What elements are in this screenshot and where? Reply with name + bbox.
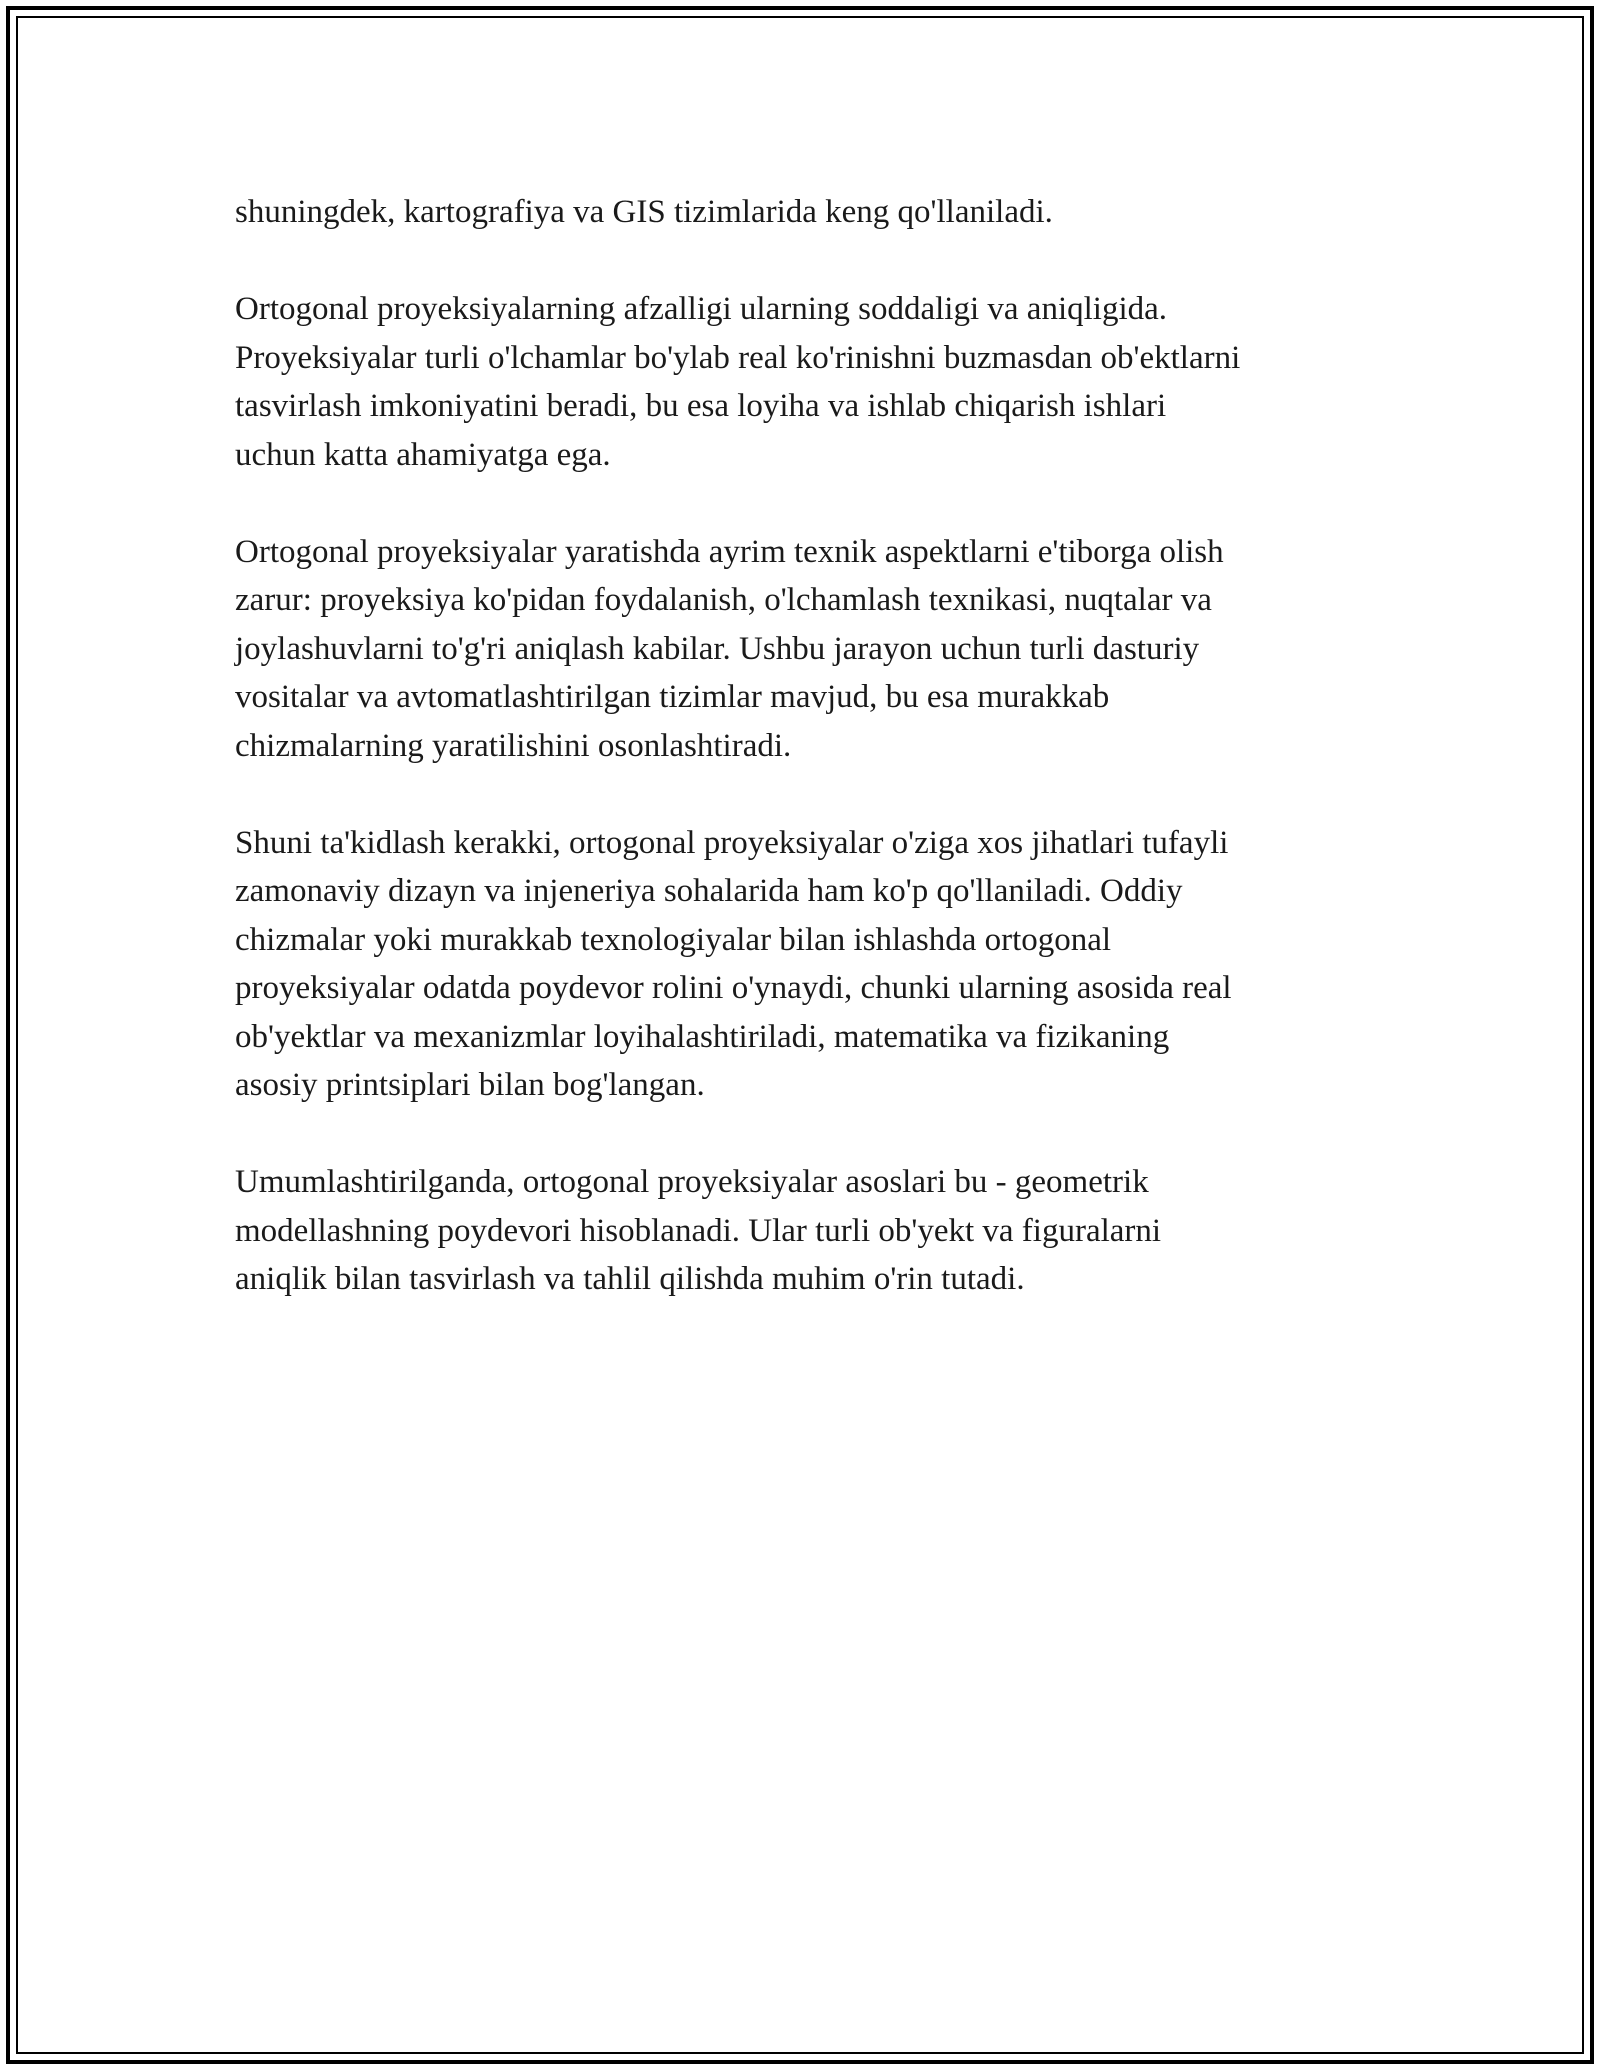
paragraph-3: [235, 528, 1365, 771]
text-line: modellashning poydevori hisoblanadi. Ular turli ob'yekt va figuralarni: [235, 1212, 1162, 1249]
text-line: zamonaviy dizayn va injeneriya sohalarida ham ko'p qo'llaniladi. Oddiy: [235, 873, 1183, 909]
paragraph-1: [235, 188, 1365, 237]
paragraph-2: [235, 285, 1365, 479]
text-line: vositalar va avtomatlashtirilgan tizimlar mavjud, bu esa murakkab: [235, 679, 1110, 715]
text-line: aniqlik bilan tasvirlash va tahlil qilishda muhim o'rin tutadi.: [235, 1261, 1025, 1297]
text-line: joylashuvlarni to'g'ri aniqlash kabilar. Ushbu jarayon uchun turli dasturiy: [235, 630, 1200, 667]
text-line: chizmalar yoki murakkab texnologiyalar bilan ishlashda ortogonal: [235, 921, 1112, 958]
text-line: asosiy printsiplari bilan bog'langan.: [235, 1067, 705, 1103]
text-line: chizmalarning yaratilishini osonlashtiradi.: [235, 727, 792, 764]
text-line: proyeksiyalar odatda poydevor rolini o'ynaydi, chunki ularning asosida real: [235, 970, 1232, 1006]
text-line: zarur: proyeksiya ko'pidan foydalanish, o'lchamlash texnikasi, nuqtalar va: [235, 582, 1212, 618]
text-line: uchun katta ahamiyatga ega.: [235, 436, 611, 473]
text-line: Proyeksiyalar turli o'lchamlar bo'ylab real ko'rinishni buzmasdan ob'ektlarni: [235, 339, 1241, 376]
text-line: Ortogonal proyeksiyalarning afzalligi ularning soddaligi va aniqligida.: [235, 291, 1168, 327]
document-body: [235, 188, 1365, 1304]
text-line: Umumlashtirilganda, ortogonal proyeksiyalar asoslari bu - geometrik: [235, 1164, 1149, 1200]
text-line: shuningdek, kartografiya va GIS tizimlarida keng qo'llaniladi.: [235, 194, 1053, 230]
paragraph-5: [235, 1158, 1365, 1304]
paragraph-4: [235, 819, 1365, 1110]
text-line: Ortogonal proyeksiyalar yaratishda ayrim texnik aspektlarni e'tiborga olish: [235, 533, 1224, 570]
text-line: tasvirlash imkoniyatini beradi, bu esa loyiha va ishlab chiqarish ishlari: [235, 388, 1167, 424]
text-line: Shuni ta'kidlash kerakki, ortogonal proyeksiyalar o'ziga xos jihatlari tufayli: [235, 824, 1229, 861]
text-line: ob'yektlar va mexanizmlar loyihalashtiriladi, matematika va fizikaning: [235, 1018, 1170, 1055]
